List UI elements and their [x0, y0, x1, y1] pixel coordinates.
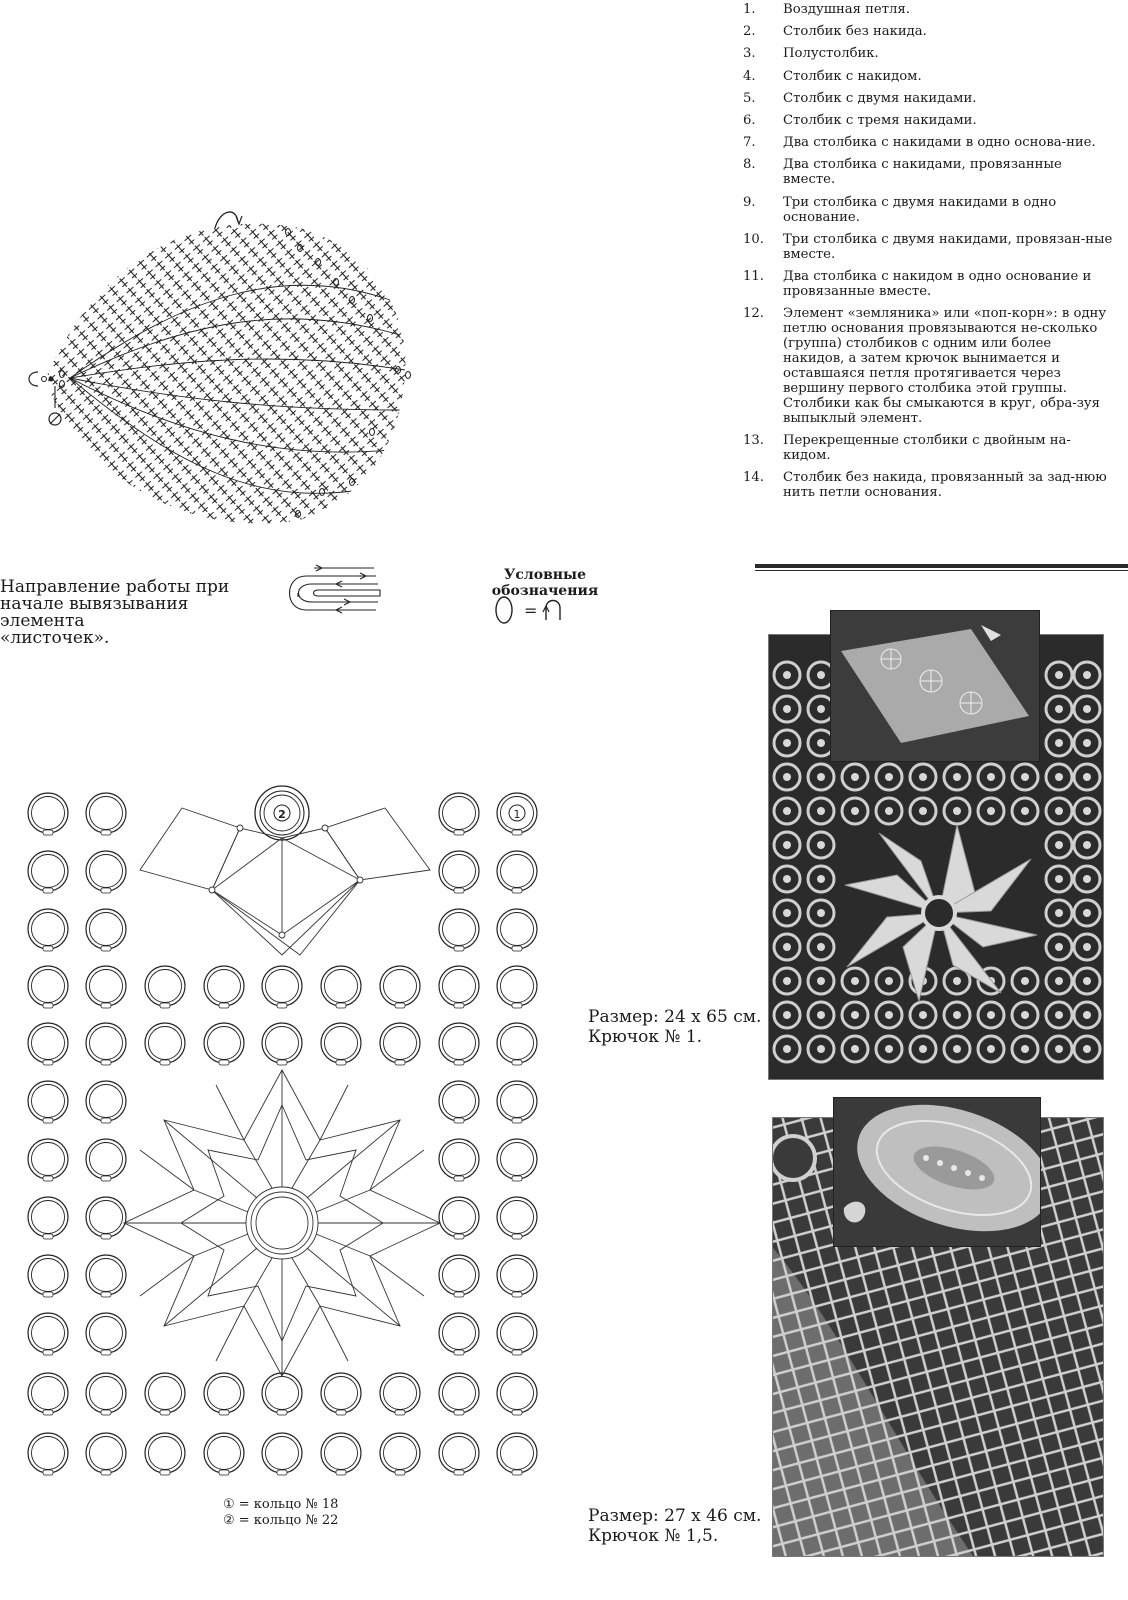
tablecloth-caption [588, 1007, 768, 1047]
legend-item-text: Перекрещенные столбики с двойным на-кидом. [783, 433, 1071, 464]
tablecloth-hook: Крючок № 1. [588, 1027, 703, 1047]
legend-item-text: Три столбика с двумя накидами в одно основание. [783, 194, 1057, 225]
legend-item-number: 8. [743, 157, 756, 173]
legend-item-number: 10. [743, 231, 764, 247]
stitch-legend-list [743, 2, 1115, 508]
ring-legend-line: ② = кольцо № 22 [223, 1513, 339, 1528]
legend-item-text: Два столбика с накидами, провязанные вместе. [783, 157, 1062, 188]
legend-item [743, 195, 1115, 225]
legend-item [743, 2, 1115, 17]
tablecloth-size: Размер: 24 х 65 см. [588, 1007, 762, 1027]
ring-number-markers [255, 786, 525, 840]
legend-item-number: 5. [743, 90, 756, 106]
legend-item-text: Столбик с накидом. [783, 68, 922, 84]
legend-item [743, 433, 1115, 463]
legend-item [743, 91, 1115, 106]
legend-item-text: Три столбика с двумя накидами, провязан-ные вместе. [783, 231, 1113, 262]
legend-item [743, 470, 1115, 500]
legend-item-text: Столбик с тремя накидами. [783, 112, 977, 128]
work-direction-diagram [276, 560, 384, 620]
legend-item-number: 1. [743, 2, 756, 17]
legend-item-text: Два столбика с накидом в одно основание и провязанные вместе. [783, 268, 1092, 299]
legend-item [743, 157, 1115, 187]
legend-item-number: 12. [743, 306, 764, 322]
doily-size: Размер: 27 х 46 см. [588, 1506, 762, 1526]
legend-item-text: Столбик без накида. [783, 24, 927, 40]
ring-marker-2-label: 2 [278, 808, 286, 821]
legend-item-number: 6. [743, 112, 756, 128]
legend-item [743, 46, 1115, 61]
legend-item-number: 3. [743, 46, 756, 62]
legend-item-text: Элемент «земляника» или «поп-корн»: в одну петлю основания провязываются не-сколько (группа) столбиков с одним или более накидов, а затем крючок вынимается и оставшаяся петля протягивается через вершину первого столбика этой группы. Столбики как бы смыкаются в круг, обра-зуя выпыклый элемент. [783, 306, 1107, 427]
ring-legend-line: ① = кольцо № 18 [223, 1497, 339, 1512]
direction-note-line: Направление работы при [0, 577, 230, 597]
legend-item [743, 306, 1115, 426]
legend-item-text: Полустолбик. [783, 46, 879, 62]
legend-item [743, 269, 1115, 299]
legend-item-text: Столбик без накида, провязанный за зад-нюю нить петли основания. [783, 470, 1107, 501]
legend-item [743, 135, 1115, 150]
legend-item [743, 24, 1115, 39]
legend-item-number: 7. [743, 135, 756, 151]
legend-item-number: 9. [743, 194, 756, 210]
conventions-title: Условные обозначения [491, 567, 599, 599]
legend-item-text: Воздушная петля. [783, 2, 910, 17]
legend-item [743, 113, 1115, 128]
direction-note-line: «листочек». [0, 628, 110, 648]
legend-item-number: 4. [743, 68, 756, 84]
inset-drawing [831, 611, 1039, 761]
direction-note [0, 579, 272, 647]
doily-hook: Крючок № 1,5. [588, 1526, 719, 1546]
legend-item [743, 232, 1115, 262]
tablecloth-inset-photo [830, 610, 1040, 762]
ring-legend [223, 1497, 383, 1529]
leaf-chart [0, 195, 440, 540]
doily-caption [588, 1506, 768, 1546]
doily-inset-photo [833, 1097, 1041, 1247]
legend-item-text: Два столбика с накидами в одно основа-ние. [783, 135, 1096, 151]
direction-note-line: начале вывязывания элемента [0, 594, 189, 631]
ring-grid [28, 793, 537, 1475]
large-star-motif [124, 1070, 440, 1376]
legend-item-number: 11. [743, 268, 764, 284]
legend-item [743, 69, 1115, 84]
legend-item-number: 2. [743, 24, 756, 40]
doily-inset-drawing [834, 1098, 1040, 1246]
conventions-symbols [490, 590, 580, 630]
tablecloth-ring-chart [20, 780, 552, 1480]
section-divider [755, 564, 1128, 568]
section-divider-thin [755, 570, 1128, 571]
equals-sign: = [524, 601, 538, 620]
legend-item-text: Столбик с двумя накидами. [783, 90, 977, 106]
ring-symbol-icon [496, 597, 512, 623]
legend-item-number: 14. [743, 470, 764, 486]
legend-item-number: 13. [743, 433, 764, 449]
start-loop-icon [29, 372, 38, 386]
ring-marker-1-label: 1 [513, 808, 521, 821]
